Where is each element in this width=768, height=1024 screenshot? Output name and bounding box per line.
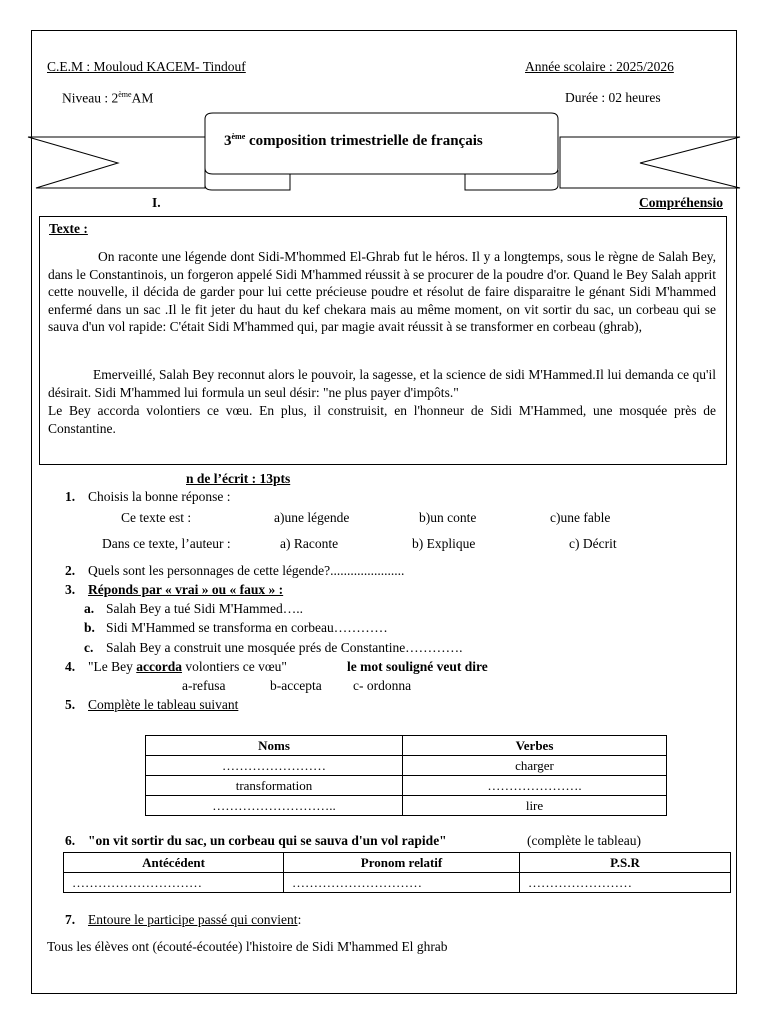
q6-text: "on vit sortir du sac, un corbeau qui se sauva d'un vol rapide" <box>88 833 447 848</box>
table-cell: charger <box>403 756 667 776</box>
q3-item-b-letter: b. <box>84 620 95 635</box>
table-row <box>146 796 667 816</box>
q5-text: Complète le tableau suivant <box>88 697 239 712</box>
q2-number: 2. <box>65 563 76 578</box>
q1-text: Choisis la bonne réponse : <box>88 489 231 504</box>
q7-text: Entoure le participe passé qui convient: <box>88 912 302 927</box>
q6-header-antecedent: Antécédent <box>64 853 284 873</box>
texte-label: Texte : <box>49 221 88 236</box>
q3-text: Réponds par « vrai » ou « faux » : <box>88 582 284 597</box>
q1-row1-lead: Ce texte est : <box>121 510 192 525</box>
table-cell: …………………… <box>520 873 731 893</box>
q1-row2-option-c: c) Décrit <box>569 536 617 551</box>
section-heading: Compréhensio <box>639 195 723 210</box>
q4-option-b: b-accepta <box>270 678 322 693</box>
table-cell: …………………… <box>146 756 403 776</box>
q6-number: 6. <box>65 833 76 848</box>
q7-sentence: Tous les élèves ont (écouté-écoutée) l'histoire de Sidi M'hammed El ghrab <box>47 939 448 954</box>
niveau: Niveau : 2èmeAM <box>62 90 154 106</box>
q1-row2-option-b: b) Explique <box>412 536 476 551</box>
q5-number: 5. <box>65 697 76 712</box>
duree: Durée : 02 heures <box>565 90 661 105</box>
q3-item-a: Salah Bey a tué Sidi M'Hammed….. <box>106 601 304 616</box>
table-row <box>64 873 731 893</box>
q6-header-pronom: Pronom relatif <box>284 853 520 873</box>
q1-row1-option-b: b)un conte <box>419 510 477 525</box>
text-paragraph-1: On raconte une légende dont Sidi-M'hommed El-Ghrab fut le héros. Il y a longtemps, sous le règne de Salah Bey, dans le Constantinois, un forgeron appelé Sidi M'hammed réussit à se procurer de la poudre d'or. Quand le Bey Salah apprit cette nouvelle, il décida de garder pour lui cette précieuse poudre et résolut de faire disparaitre le génant Sidi M'hammed enfermé dans un sac .Il le fit jeter du haut du kef chekara mais au même moment, on vit sortir du sac, un corbeau qui se sauva d'un vol rapide: C'était Sidi M'hammed qui, par magie avait réussit à se transformer en corbeau (ghrab), <box>48 249 716 335</box>
school-name: C.E.M : Mouloud KACEM- Tindouf <box>47 59 246 74</box>
text-paragraph-2: Emerveillé, Salah Bey reconnut alors le pouvoir, la sagesse, et la science de sidi M'Hammed.Il lui demanda ce qu'il désirait. Sidi M'hammed lui formula un seul désir: "ne plus payer d'impôts." <box>48 367 716 400</box>
table-cell: transformation <box>146 776 403 796</box>
table-cell: lire <box>403 796 667 816</box>
q3-item-c: Salah Bey a construit une mosquée prés de Constantine…………. <box>106 640 463 655</box>
q1-row1-option-c: c)une fable <box>550 510 611 525</box>
q3-item-c-letter: c. <box>84 640 94 655</box>
q7-number: 7. <box>65 912 76 927</box>
q5-table <box>145 735 667 816</box>
q2-text: Quels sont les personnages de cette légende?...................... <box>88 563 405 578</box>
q1-row1-option-a: a)une légende <box>274 510 350 525</box>
q6-table <box>63 852 731 893</box>
q6-header-psr: P.S.R <box>520 853 731 873</box>
q4-quote: "Le Bey accorda volontiers ce vœu" <box>88 659 287 674</box>
table-row <box>146 756 667 776</box>
q3-item-a-letter: a. <box>84 601 95 616</box>
q4-underlined-word: accorda <box>136 659 182 674</box>
text-paragraph-3: Le Bey accorda volontiers ce vœu. En plus, il construisit, en l'honneur de Sidi M'Hammed, une mosquée près de Constantine. <box>48 403 716 436</box>
table-cell: ………………………… <box>284 873 520 893</box>
q4-instruction: le mot souligné veut dire <box>347 659 488 674</box>
q4-number: 4. <box>65 659 76 674</box>
q6-note: (complète le tableau) <box>527 833 641 848</box>
q3-number: 3. <box>65 582 76 597</box>
ecrit-heading: n de l’écrit : 13pts <box>186 471 291 486</box>
exam-title: 3ème composition trimestrielle de français <box>224 132 483 149</box>
school-year: Année scolaire : 2025/2026 <box>525 59 674 74</box>
section-number: I. <box>152 195 161 210</box>
table-cell: ……………………….. <box>146 796 403 816</box>
title-banner <box>0 0 768 200</box>
q3-item-b: Sidi M'Hammed se transforma en corbeau………… <box>106 620 388 635</box>
table-cell: ………………………… <box>64 873 284 893</box>
q1-number: 1. <box>65 489 76 504</box>
q5-header-verbes: Verbes <box>403 736 667 756</box>
table-row <box>146 776 667 796</box>
q1-row2-lead: Dans ce texte, l’auteur : <box>102 536 231 551</box>
q4-option-a: a-refusa <box>182 678 226 693</box>
table-cell: …………………. <box>403 776 667 796</box>
q1-row2-option-a: a) Raconte <box>280 536 339 551</box>
q4-option-c: c- ordonna <box>353 678 412 693</box>
q5-header-noms: Noms <box>146 736 403 756</box>
